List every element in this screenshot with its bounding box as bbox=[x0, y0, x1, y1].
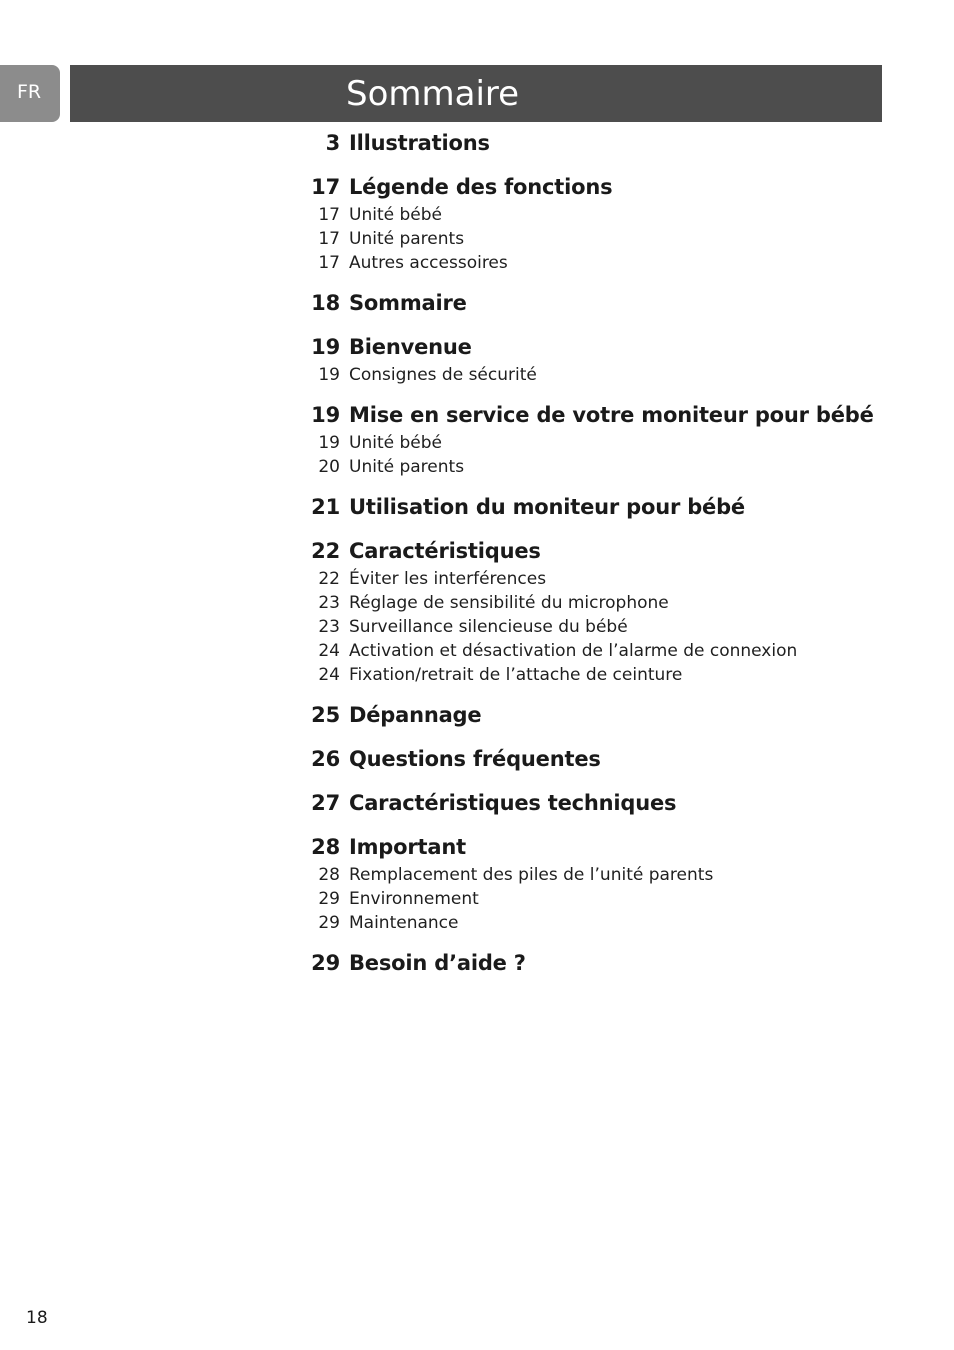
toc-subentry[interactable] bbox=[300, 663, 890, 687]
toc-entry-page: 28 bbox=[311, 835, 340, 859]
toc-subentry-title: Environnement bbox=[349, 889, 479, 909]
toc-subentry[interactable] bbox=[300, 567, 890, 591]
toc-subentry-title: Activation et désactivation de l’alarme de connexion bbox=[349, 641, 798, 661]
toc-subentry[interactable] bbox=[300, 615, 890, 639]
toc-subentry-page: 23 bbox=[318, 593, 340, 613]
toc-subentry[interactable] bbox=[300, 251, 890, 275]
toc-entry-title: Bienvenue bbox=[349, 335, 472, 359]
toc-entry-title: Utilisation du moniteur pour bébé bbox=[349, 495, 745, 519]
toc-entry-title: Dépannage bbox=[349, 703, 482, 727]
toc-subentry-page: 17 bbox=[318, 253, 340, 273]
toc-subentry-page: 29 bbox=[318, 913, 340, 933]
toc-entry[interactable] bbox=[300, 400, 890, 431]
toc-section bbox=[300, 332, 890, 387]
toc-entry-page: 3 bbox=[325, 131, 340, 155]
toc-subentry[interactable] bbox=[300, 863, 890, 887]
toc-entry[interactable] bbox=[300, 948, 890, 979]
toc-section bbox=[300, 492, 890, 523]
toc-entry-page: 29 bbox=[311, 951, 340, 975]
toc-entry[interactable] bbox=[300, 744, 890, 775]
page-number: 18 bbox=[26, 1308, 48, 1328]
toc-subentry-title: Autres accessoires bbox=[349, 253, 508, 273]
toc-subentry-page: 19 bbox=[318, 433, 340, 453]
toc-subentry-page: 22 bbox=[318, 569, 340, 589]
toc-subentry[interactable] bbox=[300, 203, 890, 227]
toc-entry[interactable] bbox=[300, 700, 890, 731]
toc-entry-page: 19 bbox=[311, 403, 340, 427]
toc-subentry-title: Unité bébé bbox=[349, 205, 442, 225]
toc-subentry[interactable] bbox=[300, 227, 890, 251]
toc-section bbox=[300, 536, 890, 687]
toc-entry-title: Illustrations bbox=[349, 131, 490, 155]
toc-entry[interactable] bbox=[300, 288, 890, 319]
toc-entry-title: Besoin d’aide ? bbox=[349, 951, 526, 975]
toc-entry-title: Mise en service de votre moniteur pour bébé bbox=[349, 403, 874, 427]
toc-subentry-page: 17 bbox=[318, 205, 340, 225]
toc-entry[interactable] bbox=[300, 332, 890, 363]
toc-subentry[interactable] bbox=[300, 431, 890, 455]
toc-entry[interactable] bbox=[300, 536, 890, 567]
toc-section bbox=[300, 744, 890, 775]
toc-subentry-page: 20 bbox=[318, 457, 340, 477]
page-title: Sommaire bbox=[346, 74, 520, 114]
toc-subentry[interactable] bbox=[300, 363, 890, 387]
toc-entry[interactable] bbox=[300, 172, 890, 203]
toc-entry[interactable] bbox=[300, 128, 890, 159]
toc-entry-title: Sommaire bbox=[349, 291, 467, 315]
toc-entry-title: Questions fréquentes bbox=[349, 747, 601, 771]
toc-subentry[interactable] bbox=[300, 455, 890, 479]
toc-subentry-title: Réglage de sensibilité du microphone bbox=[349, 593, 669, 613]
toc-section bbox=[300, 948, 890, 979]
toc-section bbox=[300, 832, 890, 935]
toc-entry-page: 26 bbox=[311, 747, 340, 771]
title-bar bbox=[70, 65, 882, 122]
toc-entry-page: 17 bbox=[311, 175, 340, 199]
toc-subentry-title: Unité parents bbox=[349, 457, 465, 477]
toc-section bbox=[300, 400, 890, 479]
toc-subentry-page: 29 bbox=[318, 889, 340, 909]
toc-entry-title: Caractéristiques techniques bbox=[349, 791, 677, 815]
toc-entry-page: 22 bbox=[311, 539, 340, 563]
language-tab bbox=[0, 65, 60, 122]
toc-subentry-title: Consignes de sécurité bbox=[349, 365, 537, 385]
toc-entry-page: 25 bbox=[311, 703, 340, 727]
table-of-contents bbox=[300, 128, 890, 992]
toc-subentry-page: 17 bbox=[318, 229, 340, 249]
toc-subentry-page: 28 bbox=[318, 865, 340, 885]
toc-subentry-title: Éviter les interférences bbox=[349, 569, 547, 589]
toc-subentry-title: Remplacement des piles de l’unité parents bbox=[349, 865, 714, 885]
language-tab-label: FR bbox=[17, 81, 42, 103]
toc-subentry-page: 19 bbox=[318, 365, 340, 385]
toc-subentry-title: Unité parents bbox=[349, 229, 465, 249]
toc-entry[interactable] bbox=[300, 788, 890, 819]
toc-entry-title: Légende des fonctions bbox=[349, 175, 613, 199]
toc-entry-page: 19 bbox=[311, 335, 340, 359]
toc-subentry[interactable] bbox=[300, 911, 890, 935]
toc-entry[interactable] bbox=[300, 832, 890, 863]
toc-subentry[interactable] bbox=[300, 639, 890, 663]
toc-entry-page: 27 bbox=[311, 791, 340, 815]
toc-subentry[interactable] bbox=[300, 591, 890, 615]
toc-entry[interactable] bbox=[300, 492, 890, 523]
toc-section bbox=[300, 128, 890, 159]
toc-section bbox=[300, 788, 890, 819]
toc-entry-title: Important bbox=[349, 835, 466, 859]
toc-subentry-page: 23 bbox=[318, 617, 340, 637]
toc-subentry-title: Fixation/retrait de l’attache de ceinture bbox=[349, 665, 683, 685]
toc-section bbox=[300, 288, 890, 319]
toc-subentry[interactable] bbox=[300, 887, 890, 911]
toc-subentry-title: Surveillance silencieuse du bébé bbox=[349, 617, 628, 637]
toc-section bbox=[300, 172, 890, 275]
toc-subentry-title: Unité bébé bbox=[349, 433, 442, 453]
toc-entry-page: 21 bbox=[311, 495, 340, 519]
toc-subentry-page: 24 bbox=[318, 641, 340, 661]
toc-entry-page: 18 bbox=[311, 291, 340, 315]
toc-section bbox=[300, 700, 890, 731]
toc-entry-title: Caractéristiques bbox=[349, 539, 541, 563]
toc-subentry-page: 24 bbox=[318, 665, 340, 685]
toc-subentry-title: Maintenance bbox=[349, 913, 459, 933]
